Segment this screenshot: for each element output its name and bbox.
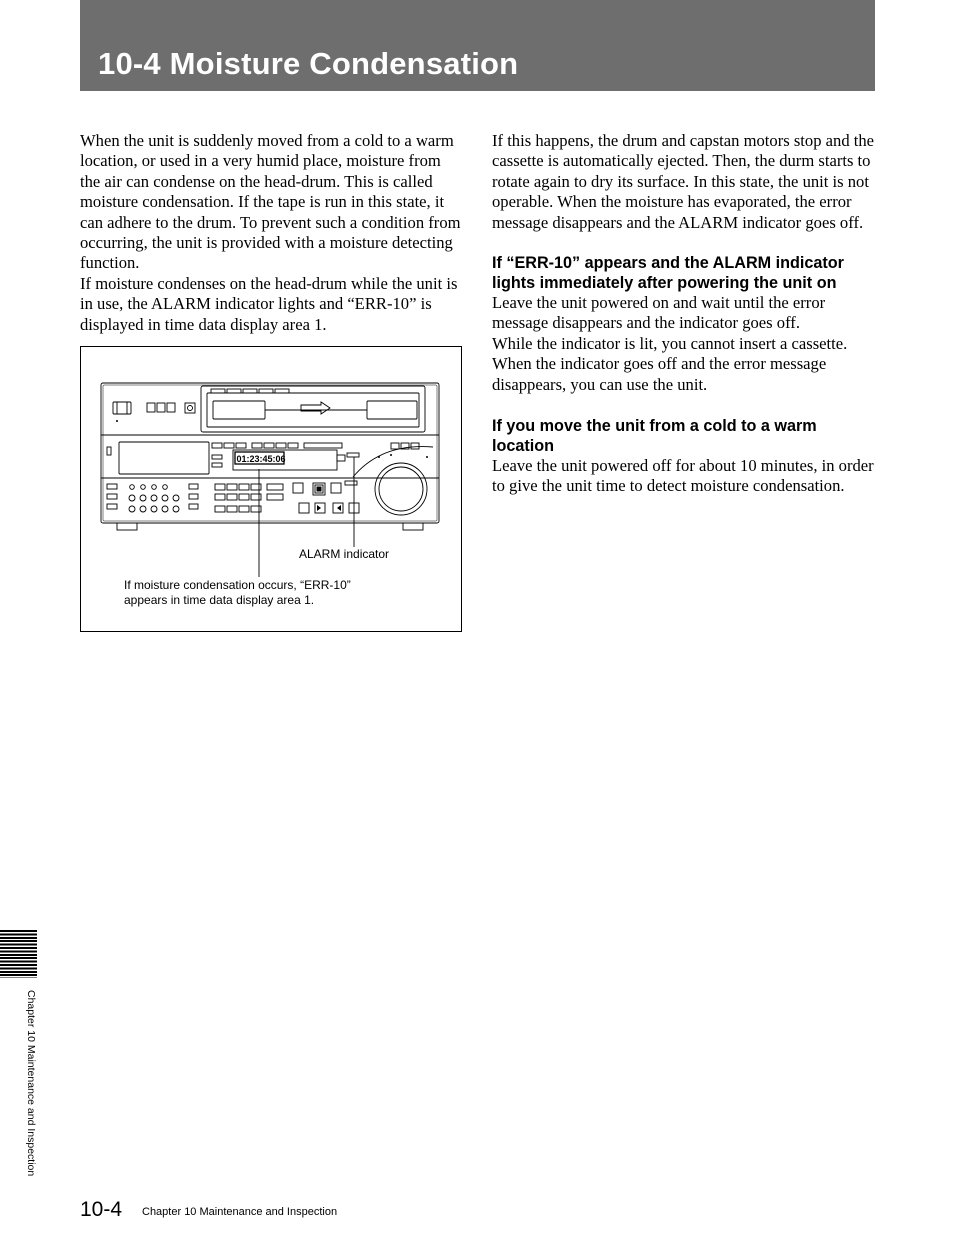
indicator-lit-paragraph: While the indicator is lit, you cannot insert a cassette. When the indicator goes off and the error message disappears, you can use the unit. [492,333,848,394]
left-column [80,131,465,335]
alarm-indicator-callout [299,547,389,562]
side-chapter-label [25,990,37,1202]
alarm-indicator-label: ALARM indicator [299,547,390,561]
page-number: 10-4 [80,1198,123,1221]
figure-timecode: 01:23:45:06 [236,454,286,464]
chapter-banner [80,0,875,91]
vtr-front-panel-figure [80,346,462,632]
section-heading-cold-to-warm: If you move the unit from a cold to a warm location [492,417,817,456]
err-10-callout-line2: appears in time data display area 1. [124,592,315,607]
right-column [492,131,877,497]
err-10-callout [124,578,351,607]
page-title: 10-4 Moisture Condensation [98,46,519,81]
section-heading-power-on: If “ERR-10” appears and the ALARM indicator lights immediately after powering the unit on [492,254,844,293]
ejection-paragraph: If this happens, the drum and capstan motors stop and the cassette is automatically ejected. Then, the durm starts to rotate again to dry its surface. In this state, the unit is not operable. When the moisture has evaporated, the error message disappears and the ALARM indicator goes off. [492,131,875,232]
intro-paragraph: When the unit is suddenly moved from a cold to a warm location, or used in a very humid place, moisture from the air can condense on the head-drum. This is called moisture condensation. If the tape is run in this state, it can adhere to the drum. To prevent such a condition from occurring, the unit is provided with a moisture detecting function. [80,131,461,273]
err-10-callout-line1: If moisture condensation occurs, “ERR-10” [124,578,351,592]
cold-to-warm-paragraph: Leave the unit powered off for about 10 minutes, in order to give the unit time to detect moisture condensation. [492,456,874,496]
footer-chapter-label: Chapter 10 Maintenance and Inspection [142,1206,338,1218]
side-chapter-text: Chapter 10 Maintenance and Inspection [25,990,37,1177]
alarm-paragraph: If moisture condenses on the head-drum while the unit is in use, the ALARM indicator lights and “ERR-10” is displayed in time data display area 1. [80,273,458,334]
power-on-paragraph: Leave the unit powered on and wait until the error message disappears and the indicator goes off. [492,293,826,333]
chapter-thumb-tab [0,930,37,978]
